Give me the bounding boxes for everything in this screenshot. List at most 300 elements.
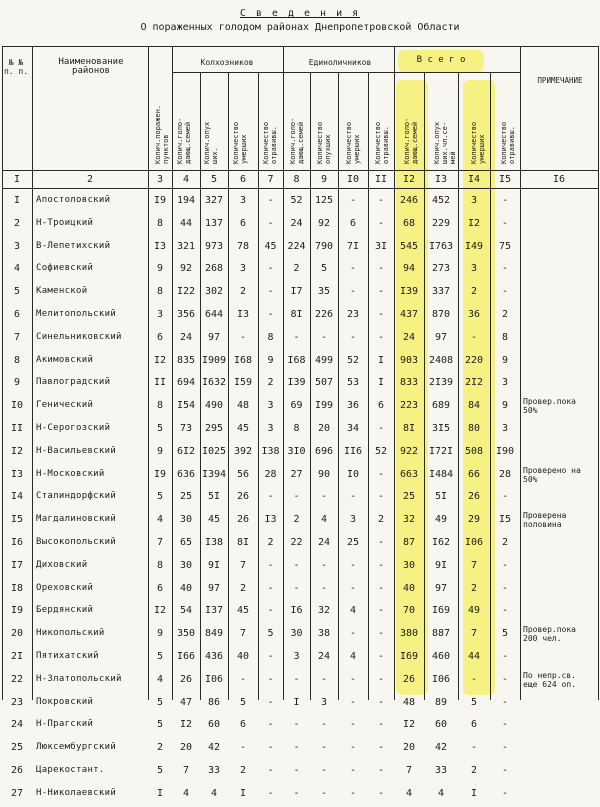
district-name: Высокопольский bbox=[36, 537, 117, 547]
cell-col-15: - bbox=[501, 195, 509, 206]
header-k5: Колич.опух ших. bbox=[203, 121, 219, 164]
row-number: I3 bbox=[10, 468, 24, 480]
cell-col-10: 4 bbox=[349, 651, 357, 662]
cell-col-6: 48 bbox=[236, 400, 250, 412]
cell-col-5: 490 bbox=[204, 400, 224, 412]
cell-col-13: 60 bbox=[434, 719, 448, 731]
cell-col-11: - bbox=[377, 263, 385, 275]
row-number: 2I bbox=[10, 651, 24, 662]
cell-col-10: - bbox=[349, 628, 357, 640]
cell-col-8: 30 bbox=[290, 628, 303, 640]
cell-col-15: 9 bbox=[501, 400, 509, 412]
cell-col-12: 223 bbox=[399, 400, 419, 412]
header-col3: Колич.поражен. пунктов bbox=[154, 104, 170, 164]
cell-col-8: I68 bbox=[287, 354, 306, 366]
cell-col-3: 9 bbox=[156, 263, 164, 275]
cell-col-12: 903 bbox=[399, 354, 419, 366]
document-title: С в е д е н и я bbox=[239, 8, 361, 19]
cell-col-6: I3 bbox=[236, 309, 250, 320]
cell-col-12: 380 bbox=[399, 628, 419, 640]
district-name: Диховский bbox=[36, 559, 88, 570]
row-number: 6 bbox=[13, 309, 21, 320]
cell-col-14: - bbox=[470, 673, 478, 685]
cell-col-4: 25 bbox=[179, 491, 193, 503]
cell-col-10: - bbox=[349, 787, 357, 799]
table-row bbox=[0, 214, 600, 237]
cell-col-9: 790 bbox=[314, 240, 334, 252]
cell-col-4: 7 bbox=[182, 765, 190, 776]
cell-col-6: 56 bbox=[236, 468, 250, 480]
cell-col-11: - bbox=[377, 765, 385, 776]
cell-col-4: 194 bbox=[176, 195, 196, 206]
header-e11: Количество отравивш. bbox=[374, 121, 390, 164]
cell-col-5: 295 bbox=[204, 423, 224, 434]
cell-col-5: 644 bbox=[204, 309, 224, 320]
row-number: II bbox=[10, 423, 24, 434]
cell-col-10: 4 bbox=[349, 605, 357, 617]
row-number: I7 bbox=[10, 559, 24, 571]
cell-col-6: 40 bbox=[236, 651, 250, 662]
table-row bbox=[0, 487, 600, 510]
table-row bbox=[0, 784, 600, 807]
column-number-4: 4 bbox=[182, 174, 190, 185]
cell-col-3: 8 bbox=[156, 286, 164, 298]
document-subtitle: О пораженных голодом районах Днепропетровской Области bbox=[140, 22, 460, 33]
cell-col-3: I9 bbox=[153, 468, 167, 480]
cell-col-13: 887 bbox=[431, 628, 451, 640]
cell-col-15: I5 bbox=[498, 514, 512, 526]
cell-col-14: 80 bbox=[467, 423, 481, 434]
cell-col-13: 2I39 bbox=[428, 377, 454, 389]
cell-col-15: 2 bbox=[501, 537, 509, 548]
cell-col-10: - bbox=[349, 696, 357, 708]
cell-col-8: I39 bbox=[287, 377, 306, 389]
row-number: I8 bbox=[10, 582, 24, 594]
cell-col-5: I37 bbox=[204, 605, 224, 617]
row-number: 25 bbox=[10, 742, 24, 754]
cell-col-6: 45 bbox=[236, 605, 250, 617]
cell-col-10: - bbox=[349, 263, 357, 275]
row-number: I4 bbox=[10, 491, 24, 503]
cell-col-8: 2 bbox=[293, 263, 300, 275]
cell-col-3: 4 bbox=[156, 673, 164, 685]
row-number: 2 bbox=[13, 217, 21, 229]
cell-col-10: 25 bbox=[346, 537, 360, 548]
cell-col-6: 78 bbox=[236, 240, 250, 252]
cell-col-4: 92 bbox=[179, 263, 193, 275]
cell-col-10: - bbox=[349, 582, 357, 594]
table-row bbox=[0, 761, 600, 784]
cell-col-11: - bbox=[377, 696, 385, 708]
row-number: I9 bbox=[10, 605, 24, 617]
cell-col-9: 507 bbox=[314, 377, 334, 389]
row-note: Проверено на 50% bbox=[523, 465, 581, 484]
cell-col-6: I bbox=[239, 787, 247, 799]
cell-col-3: 8 bbox=[156, 217, 164, 229]
district-name: Н-Серогозский bbox=[36, 423, 111, 433]
cell-col-8: 8I bbox=[290, 309, 303, 320]
cell-col-10: - bbox=[349, 719, 357, 731]
cell-col-9: - bbox=[320, 787, 328, 799]
cell-col-10: - bbox=[349, 559, 357, 571]
cell-col-15: 2 bbox=[501, 309, 509, 320]
cell-col-14: - bbox=[470, 331, 478, 343]
cell-col-9: - bbox=[320, 742, 328, 754]
district-name: Н-Николаевский bbox=[36, 787, 117, 798]
cell-col-6: 3 bbox=[239, 195, 247, 206]
cell-col-6: 7 bbox=[239, 628, 247, 640]
row-number: 23 bbox=[10, 696, 24, 708]
cell-col-5: 60 bbox=[207, 719, 221, 731]
cell-col-10: 3 bbox=[349, 514, 357, 526]
cell-col-13: 337 bbox=[431, 286, 451, 298]
cell-col-12: 663 bbox=[399, 468, 419, 480]
cell-col-13: I06 bbox=[431, 673, 451, 685]
cell-col-12: 833 bbox=[399, 377, 419, 389]
cell-col-3: 5 bbox=[156, 491, 164, 503]
cell-col-13: 689 bbox=[431, 400, 451, 412]
table-row bbox=[0, 328, 600, 351]
cell-col-11: - bbox=[377, 719, 385, 731]
cell-col-13: I484 bbox=[428, 468, 454, 480]
cell-col-10: - bbox=[349, 673, 357, 685]
cell-col-3: 6 bbox=[156, 331, 164, 343]
cell-col-7: - bbox=[267, 217, 274, 229]
cell-col-3: 3 bbox=[156, 309, 164, 320]
row-number: 3 bbox=[13, 240, 21, 252]
cell-col-9: - bbox=[320, 559, 328, 571]
cell-col-11: - bbox=[377, 605, 385, 617]
cell-col-12: 246 bbox=[399, 195, 419, 206]
row-number: 22 bbox=[10, 673, 24, 685]
header-k6: Количество умерших bbox=[232, 121, 248, 164]
cell-col-5: I909 bbox=[201, 354, 227, 366]
cell-col-12: 20 bbox=[402, 742, 416, 754]
cell-col-11: - bbox=[377, 286, 385, 298]
cell-col-14: 7 bbox=[470, 559, 478, 571]
cell-col-4: 321 bbox=[176, 240, 196, 252]
cell-col-7: 3 bbox=[267, 423, 274, 434]
cell-col-4: 73 bbox=[179, 423, 193, 434]
row-number: 8 bbox=[13, 354, 21, 366]
cell-col-11: - bbox=[377, 537, 385, 548]
cell-col-3: I3 bbox=[153, 240, 167, 252]
cell-col-12: 545 bbox=[399, 240, 419, 252]
district-name: Н-Златопольский bbox=[36, 673, 122, 684]
cell-col-13: 3I5 bbox=[431, 423, 451, 434]
cell-col-9: 35 bbox=[317, 286, 331, 298]
cell-col-13: 229 bbox=[431, 217, 451, 229]
cell-col-7: - bbox=[267, 673, 274, 685]
cell-col-11: - bbox=[377, 651, 385, 662]
cell-col-8: - bbox=[293, 765, 300, 776]
cell-col-7: 9 bbox=[267, 354, 274, 366]
cell-col-10: I0 bbox=[346, 468, 360, 480]
cell-col-7: - bbox=[267, 559, 274, 571]
cell-col-7: 28 bbox=[264, 468, 277, 480]
cell-col-4: 694 bbox=[176, 377, 196, 389]
cell-col-7: 2 bbox=[267, 377, 274, 389]
cell-col-8: 224 bbox=[287, 240, 306, 252]
cell-col-9: 20 bbox=[317, 423, 331, 434]
district-name: Мелитопольский bbox=[36, 309, 117, 319]
district-name: Н-Троицкий bbox=[36, 217, 94, 228]
cell-col-4: 54 bbox=[179, 605, 193, 617]
cell-col-8: 69 bbox=[290, 400, 303, 412]
cell-col-15: - bbox=[501, 765, 509, 776]
row-number: 9 bbox=[13, 377, 21, 389]
cell-col-9: 5 bbox=[320, 263, 328, 275]
cell-col-15: - bbox=[501, 673, 509, 685]
cell-col-15: - bbox=[501, 582, 509, 594]
cell-col-10: 53 bbox=[346, 377, 360, 389]
district-name: Сталиндорфский bbox=[36, 491, 117, 502]
row-number: 20 bbox=[10, 628, 24, 640]
cell-col-12: 7 bbox=[405, 765, 413, 776]
cell-col-4: 30 bbox=[179, 559, 193, 571]
cell-col-3: I9 bbox=[153, 195, 167, 206]
cell-col-15: - bbox=[501, 696, 509, 708]
cell-col-5: 5I bbox=[207, 491, 221, 503]
cell-col-12: 40 bbox=[402, 582, 416, 594]
cell-col-7: I38 bbox=[261, 445, 280, 457]
cell-col-4: 40 bbox=[179, 582, 193, 594]
cell-col-10: 34 bbox=[346, 423, 360, 434]
cell-col-5: I38 bbox=[204, 537, 224, 548]
cell-col-12: 24 bbox=[402, 331, 416, 343]
cell-col-9: 24 bbox=[317, 651, 331, 662]
cell-col-14: I06 bbox=[464, 537, 484, 548]
cell-col-5: 302 bbox=[204, 286, 224, 298]
cell-col-3: 7 bbox=[156, 537, 164, 548]
cell-col-8: I7 bbox=[290, 286, 303, 298]
row-number: I2 bbox=[10, 445, 24, 457]
cell-col-5: I025 bbox=[201, 445, 227, 457]
cell-col-5: 973 bbox=[204, 240, 224, 252]
cell-col-15: 3 bbox=[501, 377, 509, 389]
district-name: Синельниковский bbox=[36, 331, 122, 342]
district-name: Никопольский bbox=[36, 628, 105, 639]
cell-col-14: 36 bbox=[467, 309, 481, 320]
cell-col-6: 2 bbox=[239, 765, 247, 776]
cell-col-12: 68 bbox=[402, 217, 416, 229]
cell-col-5: 327 bbox=[204, 195, 224, 206]
cell-col-12: 26 bbox=[402, 673, 416, 685]
cell-col-12: 94 bbox=[402, 263, 416, 275]
header-edinol: Единоличников bbox=[308, 58, 372, 67]
cell-col-6: 8I bbox=[236, 537, 250, 548]
cell-col-3: 5 bbox=[156, 423, 164, 434]
cell-col-5: I06 bbox=[204, 673, 224, 685]
cell-col-5: 42 bbox=[207, 742, 221, 754]
cell-col-7: - bbox=[267, 742, 274, 754]
cell-col-15: - bbox=[501, 217, 509, 229]
cell-col-4: 835 bbox=[176, 354, 196, 366]
cell-col-8: 22 bbox=[290, 537, 303, 548]
cell-col-8: - bbox=[293, 559, 300, 571]
cell-col-10: 23 bbox=[346, 309, 360, 320]
cell-col-6: I68 bbox=[233, 354, 253, 366]
cell-col-4: 30 bbox=[179, 514, 193, 526]
cell-col-6: - bbox=[239, 331, 247, 343]
district-name: Бердянский bbox=[36, 605, 94, 616]
cell-col-4: 4 bbox=[182, 787, 190, 799]
row-number: I0 bbox=[10, 400, 24, 412]
cell-col-14: 508 bbox=[464, 445, 484, 457]
cell-col-5: 849 bbox=[204, 628, 224, 640]
column-number-14: I4 bbox=[467, 174, 481, 185]
cell-col-11: - bbox=[377, 491, 385, 503]
cell-col-14: 29 bbox=[467, 514, 481, 526]
cell-col-4: I66 bbox=[176, 651, 196, 662]
header-e10: Количество умерших bbox=[345, 121, 361, 164]
cell-col-10: 7I bbox=[346, 240, 360, 252]
cell-col-8: 27 bbox=[290, 468, 303, 480]
cell-col-13: 870 bbox=[431, 309, 451, 320]
cell-col-6: 6 bbox=[239, 719, 247, 731]
cell-col-9: 499 bbox=[314, 354, 334, 366]
district-name: Н-Московский bbox=[36, 468, 105, 479]
row-number: 27 bbox=[10, 787, 24, 799]
cell-col-13: 2408 bbox=[428, 354, 454, 366]
column-number-6: 6 bbox=[239, 174, 247, 185]
row-note: Проверена половина bbox=[523, 511, 567, 530]
cell-col-5: I632 bbox=[201, 377, 227, 389]
cell-col-15: - bbox=[501, 559, 509, 571]
district-name: Люксембургский bbox=[36, 742, 117, 753]
cell-col-9: 3 bbox=[320, 696, 328, 708]
cell-col-12: 8I bbox=[402, 423, 416, 434]
column-number-7: 7 bbox=[267, 174, 274, 185]
cell-col-11: 3I bbox=[374, 240, 388, 252]
district-name: Каменской bbox=[36, 286, 88, 297]
district-name: Софиевский bbox=[36, 263, 94, 274]
cell-col-9: 226 bbox=[314, 309, 334, 320]
header-v12: Колич.голо- дающ.семей bbox=[403, 117, 419, 164]
cell-col-5: 97 bbox=[207, 331, 221, 343]
cell-col-15: - bbox=[501, 742, 509, 754]
cell-col-14: 7 bbox=[470, 628, 478, 640]
cell-col-3: 8 bbox=[156, 559, 164, 571]
cell-col-7: 3 bbox=[267, 400, 274, 412]
cell-col-12: I2 bbox=[402, 719, 416, 731]
cell-col-11: - bbox=[377, 787, 385, 799]
cell-col-10: - bbox=[349, 742, 357, 754]
cell-col-14: 5 bbox=[470, 696, 478, 708]
cell-col-9: 90 bbox=[317, 468, 331, 480]
district-name: Царекостант. bbox=[36, 765, 105, 775]
cell-col-13: 42 bbox=[434, 742, 448, 754]
cell-col-9: 4 bbox=[320, 514, 328, 526]
cell-col-13: I763 bbox=[428, 240, 454, 252]
table-row bbox=[0, 396, 600, 419]
cell-col-6: 26 bbox=[236, 514, 250, 526]
cell-col-7: - bbox=[267, 765, 274, 776]
cell-col-6: 5 bbox=[239, 696, 247, 708]
cell-col-13: 89 bbox=[434, 696, 448, 708]
cell-col-4: 44 bbox=[179, 217, 193, 229]
cell-col-3: 5 bbox=[156, 765, 164, 776]
cell-col-9: - bbox=[320, 673, 328, 685]
cell-col-7: - bbox=[267, 582, 274, 594]
cell-col-5: 9I bbox=[207, 559, 221, 571]
cell-col-13: I72I bbox=[428, 445, 454, 457]
cell-col-9: 92 bbox=[317, 217, 331, 229]
cell-col-13: 49 bbox=[434, 514, 448, 526]
cell-col-14: 66 bbox=[467, 468, 481, 480]
cell-col-11: - bbox=[377, 742, 385, 754]
cell-col-3: 5 bbox=[156, 651, 164, 662]
cell-col-14: 220 bbox=[464, 354, 484, 366]
cell-col-6: 6 bbox=[239, 217, 247, 229]
header-v13: Колич.опух ших.чл.се- мей bbox=[433, 121, 457, 164]
cell-col-15: - bbox=[501, 787, 509, 799]
column-number-1: I bbox=[13, 174, 21, 185]
table-row bbox=[0, 237, 600, 260]
cell-col-13: 97 bbox=[434, 582, 448, 594]
cell-col-10: 6 bbox=[349, 217, 357, 229]
header-k7: Количество отравивш. bbox=[262, 121, 278, 164]
header-e8: Колич.голо- дающ.семей bbox=[289, 117, 305, 164]
table-row bbox=[0, 282, 600, 305]
cell-col-5: 33 bbox=[207, 765, 221, 776]
table-row bbox=[0, 442, 600, 465]
table-row bbox=[0, 533, 600, 556]
row-number: 4 bbox=[13, 263, 21, 275]
cell-col-8: 3 bbox=[293, 651, 300, 662]
cell-col-7: - bbox=[267, 491, 274, 503]
cell-col-11: 6 bbox=[377, 400, 385, 412]
cell-col-8: 8 bbox=[293, 423, 300, 434]
cell-col-6: 392 bbox=[233, 445, 253, 457]
cell-col-12: I39 bbox=[399, 286, 419, 298]
table-row bbox=[0, 579, 600, 602]
cell-col-10: 52 bbox=[346, 354, 360, 366]
cell-col-8: I bbox=[293, 696, 300, 708]
cell-col-3: 2 bbox=[156, 742, 164, 754]
cell-col-9: 38 bbox=[317, 628, 331, 640]
cell-col-9: I99 bbox=[314, 400, 334, 412]
cell-col-14: 3 bbox=[470, 195, 478, 206]
cell-col-15: - bbox=[501, 719, 509, 731]
cell-col-10: - bbox=[349, 195, 357, 206]
table-row bbox=[0, 670, 600, 693]
cell-col-7: I3 bbox=[264, 514, 277, 526]
cell-col-6: 7 bbox=[239, 559, 247, 571]
cell-col-9: - bbox=[320, 582, 328, 594]
cell-col-11: - bbox=[377, 217, 385, 229]
row-number: 24 bbox=[10, 719, 24, 731]
cell-col-12: 4 bbox=[405, 787, 413, 799]
cell-col-13: 97 bbox=[434, 331, 448, 343]
column-number-15: I5 bbox=[498, 174, 512, 185]
district-name: Н-Прагский bbox=[36, 719, 94, 730]
column-number-11: II bbox=[374, 174, 388, 185]
cell-col-9: - bbox=[320, 719, 328, 731]
cell-col-4: 26 bbox=[179, 673, 193, 685]
cell-col-11: - bbox=[377, 331, 385, 343]
cell-col-7: - bbox=[267, 263, 274, 275]
table-row bbox=[0, 693, 600, 716]
cell-col-8: - bbox=[293, 673, 300, 685]
cell-col-7: - bbox=[267, 286, 274, 298]
row-number: I6 bbox=[10, 537, 24, 548]
cell-col-8: 3I0 bbox=[287, 445, 306, 457]
cell-col-6: 26 bbox=[236, 491, 250, 503]
cell-col-13: 5I bbox=[434, 491, 448, 503]
cell-col-11: I bbox=[377, 377, 385, 389]
cell-col-4: I54 bbox=[176, 400, 196, 412]
